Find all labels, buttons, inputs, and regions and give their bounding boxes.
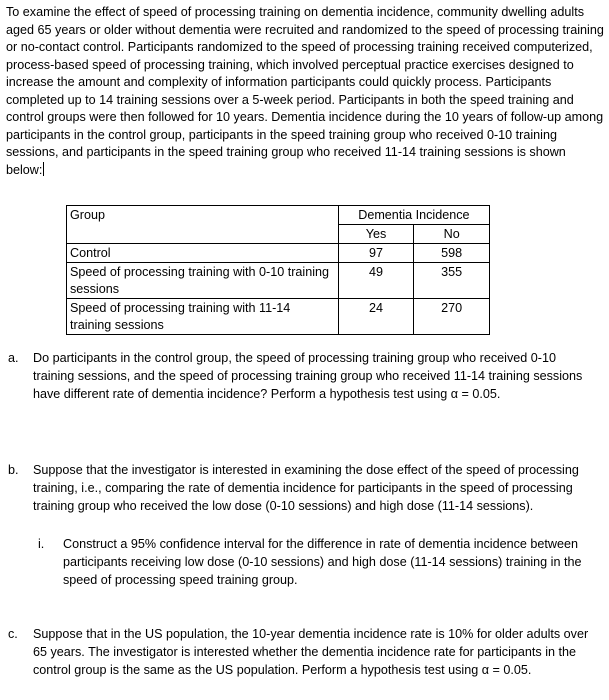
group-cell: Control	[67, 244, 339, 263]
question-b-i	[38, 535, 600, 589]
no-cell: 355	[414, 263, 490, 299]
table-row	[67, 299, 490, 335]
intro-paragraph	[6, 4, 604, 179]
no-cell: 270	[414, 299, 490, 335]
dementia-incidence-header: Dementia Incidence	[338, 206, 489, 225]
group-cell: Speed of processing training with 0-10 training sessions	[67, 263, 339, 299]
group-cell: Speed of processing training with 11-14 training sessions	[67, 299, 339, 335]
question-b-label: b.	[8, 463, 19, 477]
question-a-text: Do participants in the control group, the speed of processing training group who received 0-10 training sessions, and the speed of processing training group who received 11-14 training sessions have different rate of dementia incidence? Perform a hypothesis test using α = 0.05.	[33, 351, 583, 401]
question-b-i-label: i.	[38, 537, 45, 551]
table-row	[67, 263, 490, 299]
dementia-incidence-table	[66, 205, 490, 335]
no-header: No	[414, 225, 490, 244]
question-b-text: Suppose that the investigator is interested in examining the dose effect of the speed of processing training, i.e., comparing the rate of dementia incidence for participants in the speed of processing training group who received the low dose (0-10 sessions) and high dose (11-14 sessions).	[33, 463, 579, 513]
question-c	[8, 625, 600, 679]
question-a	[8, 349, 600, 403]
text-cursor	[43, 162, 44, 176]
yes-cell: 97	[338, 244, 414, 263]
question-a-label: a.	[8, 351, 19, 365]
intro-text: To examine the effect of speed of processing training on dementia incidence, community dwelling adults aged 65 years or older without dementia were recruited and randomized to the speed of processing training or no-contact control. Participants randomized to the speed of processing training received computerized, process-based speed of processing training, which involved perceptual practice exercises designed to increase the amount and complexity of information participants could quickly process. Participants completed up to 14 training sessions over a 5-week period. Participants in both the speed training and control groups were then followed for 10 years. Dementia incidence during the 10 years of follow-up among participants in the control group, participants in the speed training group who received 0-10 training sessions, and participants in the speed training group who received 11-14 training sessions is shown below:	[6, 5, 604, 177]
no-cell: 598	[414, 244, 490, 263]
yes-cell: 24	[338, 299, 414, 335]
table-header-row	[67, 206, 490, 225]
yes-cell: 49	[338, 263, 414, 299]
table-row	[67, 244, 490, 263]
question-c-label: c.	[8, 627, 18, 641]
yes-header: Yes	[338, 225, 414, 244]
question-c-text: Suppose that in the US population, the 10-year dementia incidence rate is 10% for older adults over 65 years. The investigator is interested whether the dementia incidence rate for participants in the control group is the same as the US population. Perform a hypothesis test using α = 0.05.	[33, 627, 589, 677]
group-header: Group	[67, 206, 339, 244]
question-b-i-text: Construct a 95% confidence interval for the difference in rate of dementia incidence between participants receiving low dose (0-10 sessions) and high dose (11-14 sessions) training in the speed of processing speed training group.	[63, 537, 582, 587]
question-b	[8, 461, 600, 515]
